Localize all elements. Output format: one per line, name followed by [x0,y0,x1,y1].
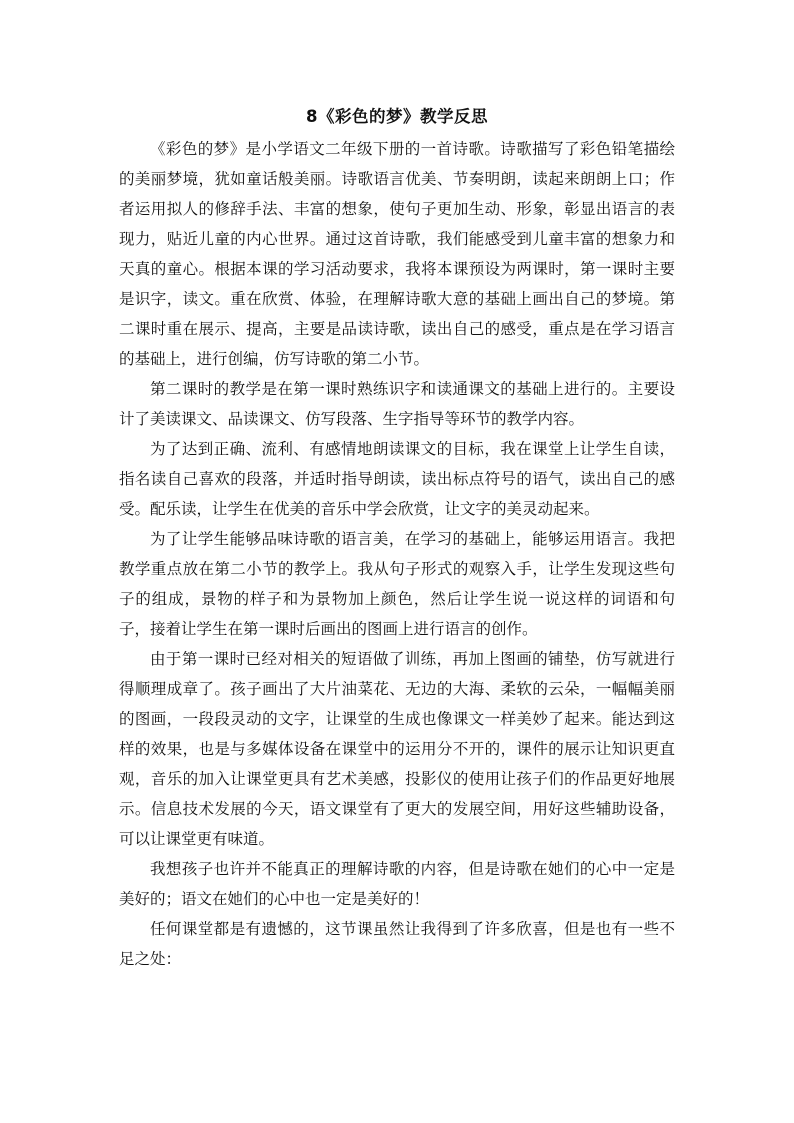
paragraph-shortcomings: 任何课堂都是有遗憾的，这节课虽然让我得到了许多欣喜，但是也有一些不足之处： [119,920,675,968]
paragraph-intro: 《彩色的梦》是小学语文二年级下册的一首诗歌。诗歌描写了彩色铅笔描绘的美丽梦境，犹如童话般美丽。诗歌语言优美、节奏明朗，读起来朗朗上口；作者运用拟人的修辞手法、丰富的想象，使句子更加生动、形象，彰显出语言的表现力，贴近儿童的内心世界。通过这首诗歌，我们能感受到儿童丰富的想象力和天真的童心。根据本课的学习活动要求，我将本课预设为两课时，第一课时主要是识字，读文。重在欣赏、体验，在理解诗歌大意的基础上画出自己的梦境。第二课时重在展示、提高，主要是品读诗歌，读出自己的感受，重点是在学习语言的基础上，进行创编，仿写诗歌的第二小节。 [119,140,675,368]
paragraph-second-lesson: 第二课时的教学是在第一课时熟练识字和读通课文的基础上进行的。主要设计了美读课文、品读课文、仿写段落、生字指导等环节的教学内容。 [119,380,675,428]
paragraph-reading-goal: 为了达到正确、流利、有感情地朗读课文的目标，我在课堂上让学生自读，指名读自己喜欢的段落，并适时指导朗读，读出标点符号的语气，读出自己的感受。配乐读，让学生在优美的音乐中学会欣赏，让文字的美灵动起来。 [119,440,675,518]
paragraph-reflection: 我想孩子也许并不能真正的理解诗歌的内容，但是诗歌在她们的心中一定是美好的；语文在她们的心中也一定是美好的！ [119,860,675,908]
document-title: 8《彩色的梦》教学反思 [306,107,488,126]
paragraph-imitation-writing: 由于第一课时已经对相关的短语做了训练，再加上图画的铺垫，仿写就进行得顺理成章了。孩子画出了大片油菜花、无边的大海、柔软的云朵，一幅幅美丽的图画，一段段灵动的文字，让课堂的生成也像课文一样美妙了起来。能达到这样的效果，也是与多媒体设备在课堂中的运用分不开的，课件的展示让知识更直观，音乐的加入让课堂更具有艺术美感，投影仪的使用让孩子们的作品更好地展示。信息技术发展的今天，语文课堂有了更大的发展空间，用好这些辅助设备，可以让课堂更有味道。 [119,650,675,848]
paragraph-language-focus: 为了让学生能够品味诗歌的语言美，在学习的基础上，能够运用语言。我把教学重点放在第二小节的教学上。我从句子形式的观察入手，让学生发现这些句子的组成，景物的样子和为景物加上颜色，然后让学生说一说这样的词语和句子，接着让学生在第一课时后画出的图画上进行语言的创作。 [119,530,675,638]
